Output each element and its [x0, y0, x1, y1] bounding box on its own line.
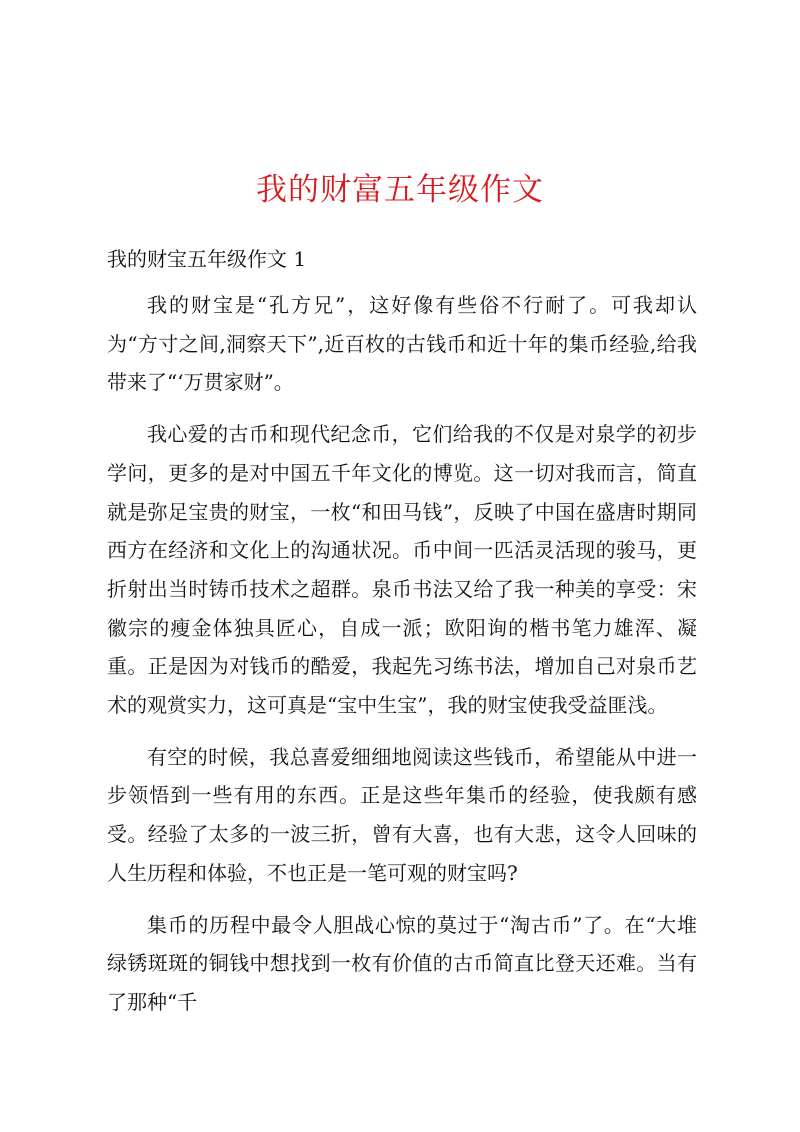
paragraph-4: 集币的历程中最令人胆战心惊的莫过于“淘古币”了。在“大堆绿锈斑斑的铜钱中想找到一枚有价值的古币简直比登天还难。当有了那种“千	[107, 912, 697, 1014]
paragraph-1: 我的财宝是“孔方兄”，这好像有些俗不行耐了。可我却认为“方寸之间,洞察天下”,近百枚的古钱币和近十年的集币经验,给我带来了“‘万贯家财”。	[107, 293, 697, 395]
document-body	[107, 240, 697, 1035]
document-title: 我的财富五年级作文	[256, 172, 544, 208]
essay-subheading: 我的财宝五年级作文 1	[107, 247, 307, 271]
paragraph-2: 我心爱的古币和现代纪念币，它们给我的不仅是对泉学的初步学问，更多的是对中国五千年文化的博览。这一切对我而言，简直就是弥足宝贵的财宝，一枚“和田马钱”，反映了中国在盛唐时期同西方在经济和文化上的沟通状况。币中间一匹活灵活现的骏马，更折射出当时铸币技术之超群。泉币书法又给了我一种美的享受：宋徽宗的瘦金体独具匠心，自成一派；欧阳询的楷书笔力雄浑、凝重。正是因为对钱币的酷爱，我起先习练书法，增加自己对泉币艺术的观赏实力，这可真是“宝中生宝”，我的财宝使我受益匪浅。	[107, 422, 697, 718]
paragraph-3: 有空的时候，我总喜爱细细地阅读这些钱币，希望能从中进一步领悟到一些有用的东西。正是这些年集币的经验，使我颇有感受。经验了太多的一波三折，曾有大喜，也有大悲，这令人回味的人生历程和体验，不也正是一笔可观的财宝吗?	[107, 744, 697, 885]
